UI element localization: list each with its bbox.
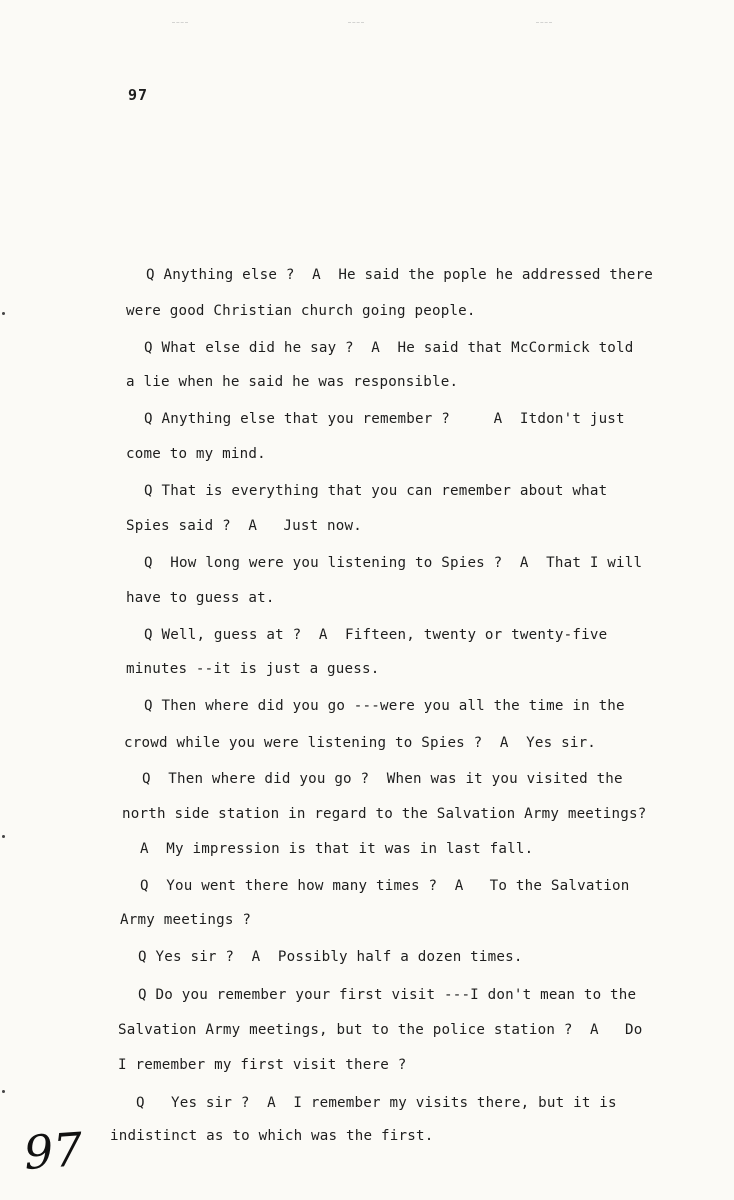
edge-mark bbox=[2, 835, 5, 838]
text-line: Q What else did he say ? A He said that McCormick told bbox=[144, 340, 634, 356]
text-line: A My impression is that it was in last fall. bbox=[140, 841, 534, 857]
scan-mark bbox=[172, 8, 188, 23]
text-line: Q Do you remember your first visit ---I don't mean to the bbox=[138, 987, 637, 1003]
edge-mark bbox=[2, 1090, 5, 1093]
text-line: Q You went there how many times ? A To the Salvation bbox=[140, 878, 630, 894]
text-line: Q Yes sir ? A Possibly half a dozen times. bbox=[138, 949, 523, 965]
text-line: were good Christian church going people. bbox=[126, 303, 476, 319]
page-number: 97 bbox=[128, 86, 149, 104]
text-line: Q That is everything that you can remember about what bbox=[144, 483, 608, 499]
text-line: Q Anything else that you remember ? A Itdon't just bbox=[144, 411, 625, 427]
text-line: minutes --it is just a guess. bbox=[126, 661, 380, 677]
text-line: north side station in regard to the Salvation Army meetings? bbox=[122, 806, 647, 822]
text-line: crowd while you were listening to Spies ? A Yes sir. bbox=[124, 735, 597, 751]
text-line: Q Yes sir ? A I remember my visits there, but it is bbox=[136, 1095, 617, 1111]
text-line: I remember my first visit there ? bbox=[118, 1057, 407, 1073]
scan-mark bbox=[536, 8, 552, 23]
scan-mark bbox=[348, 8, 364, 23]
text-line: Q Then where did you go ? When was it you visited the bbox=[142, 771, 623, 787]
text-line: Q Then where did you go ---were you all the time in the bbox=[144, 698, 625, 714]
text-line: come to my mind. bbox=[126, 446, 266, 462]
text-line: Q How long were you listening to Spies ? A That I will bbox=[144, 555, 643, 571]
text-line: have to guess at. bbox=[126, 590, 275, 606]
handwritten-page-number: 97 bbox=[22, 1122, 85, 1180]
text-line: Spies said ? A Just now. bbox=[126, 518, 363, 534]
edge-mark bbox=[2, 312, 5, 315]
text-line: Salvation Army meetings, but to the police station ? A Do bbox=[118, 1022, 643, 1038]
text-line: Q Anything else ? A He said the pople he addressed there bbox=[146, 267, 654, 283]
text-line: indistinct as to which was the first. bbox=[110, 1128, 434, 1144]
text-line: Army meetings ? bbox=[120, 912, 252, 928]
text-line: Q Well, guess at ? A Fifteen, twenty or twenty-five bbox=[144, 627, 608, 643]
text-line: a lie when he said he was responsible. bbox=[126, 374, 459, 390]
